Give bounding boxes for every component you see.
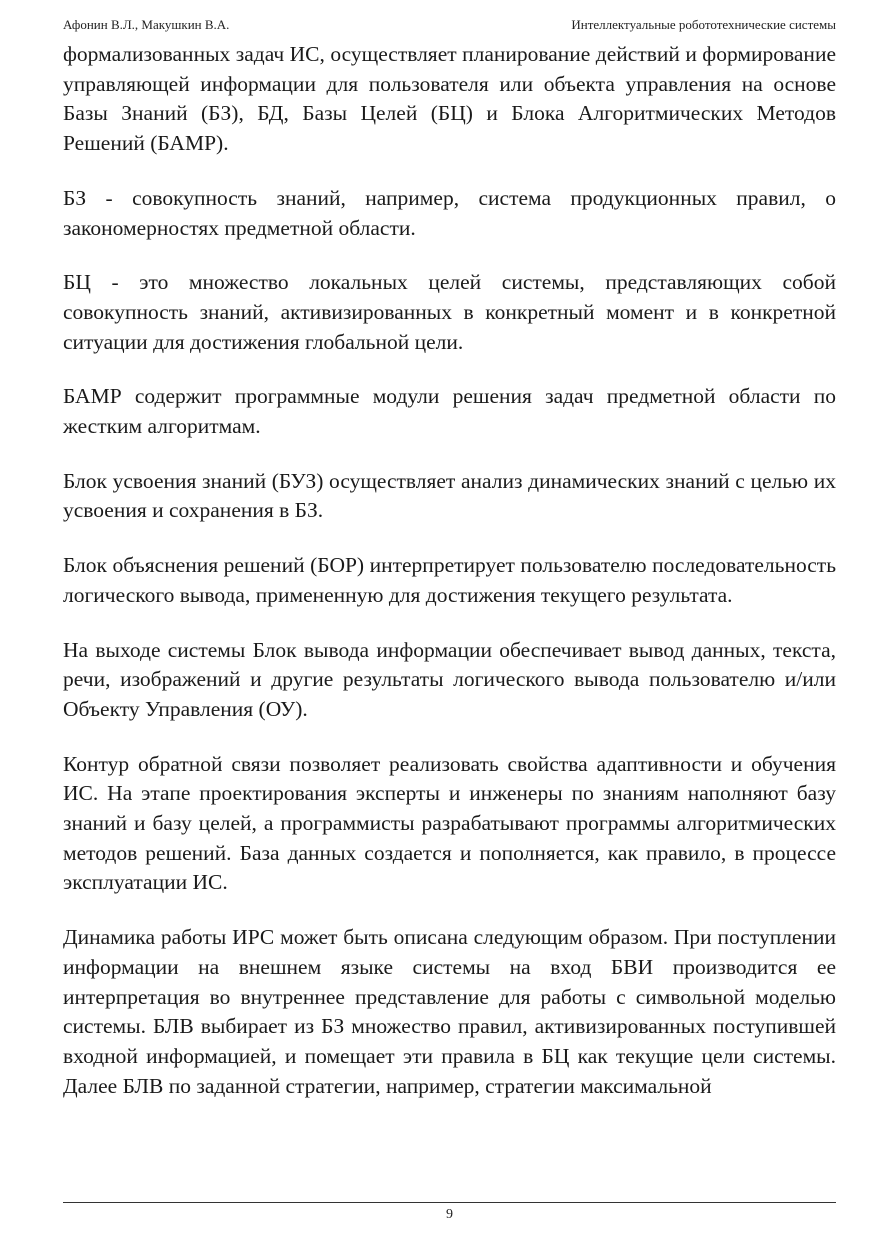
footer-divider	[63, 1202, 836, 1203]
header-book-title: Интеллектуальные робототехнические системы	[571, 17, 836, 32]
paragraph: Блок усвоения знаний (БУЗ) осуществляет анализ динамических знаний с целью их усвоения и сохранения в БЗ.	[63, 468, 836, 523]
running-header	[63, 16, 836, 34]
paragraph: БЗ - совокупность знаний, например, система продукционных правил, о закономерностях предметной области.	[63, 185, 836, 240]
paragraph: Контур обратной связи позволяет реализовать свойства адаптивности и обучения ИС. На этапе проектирования эксперты и инженеры по знаниям наполняют базу знаний и базу целей, а программисты разрабатывают программы алгоритмических методов решений. База данных создается и пополняется, как правило, в процессе эксплуатации ИС.	[63, 751, 836, 895]
paragraph: На выходе системы Блок вывода информации обеспечивает вывод данных, текста, речи, изображений и другие результаты логического вывода пользователю и/или Объекту Управления (ОУ).	[63, 637, 836, 721]
paragraph: БАМР содержит программные модули решения задач предметной области по жестким алгоритмам.	[63, 384, 836, 439]
paragraph: Динамика работы ИРС может быть описана следующим образом. При поступлении информации на внешнем языке системы на вход БВИ производится ее интерпретация во внутреннее представление для работы с символьной моделью системы. БЛВ выбирает из БЗ множество правил, активизированных поступившей входной информацией, и помещает эти правила в БЦ как текущие цели системы. Далее БЛВ по заданной стратегии, например, стратегии максимальной	[63, 925, 836, 1098]
paragraph: Блок объяснения решений (БОР) интерпретирует пользователю последовательность логического вывода, примененную для достижения текущего результата.	[63, 553, 836, 607]
paragraph: БЦ - это множество локальных целей системы, представляющих собой совокупность знаний, активизированных в конкретный момент и в конкретной ситуации для достижения глобальной цели.	[63, 270, 836, 354]
header-authors: Афонин В.Л., Макушкин В.А.	[63, 17, 230, 32]
paragraph: формализованных задач ИС, осуществляет планирование действий и формирование управляющей информации для пользователя или объекта управления на основе Базы Знаний (БЗ), БД, Базы Целей (БЦ) и Блока Алгоритмических Методов Решений (БАМР).	[63, 42, 836, 156]
body-text	[63, 40, 836, 1101]
page-number: 9	[446, 1207, 453, 1222]
